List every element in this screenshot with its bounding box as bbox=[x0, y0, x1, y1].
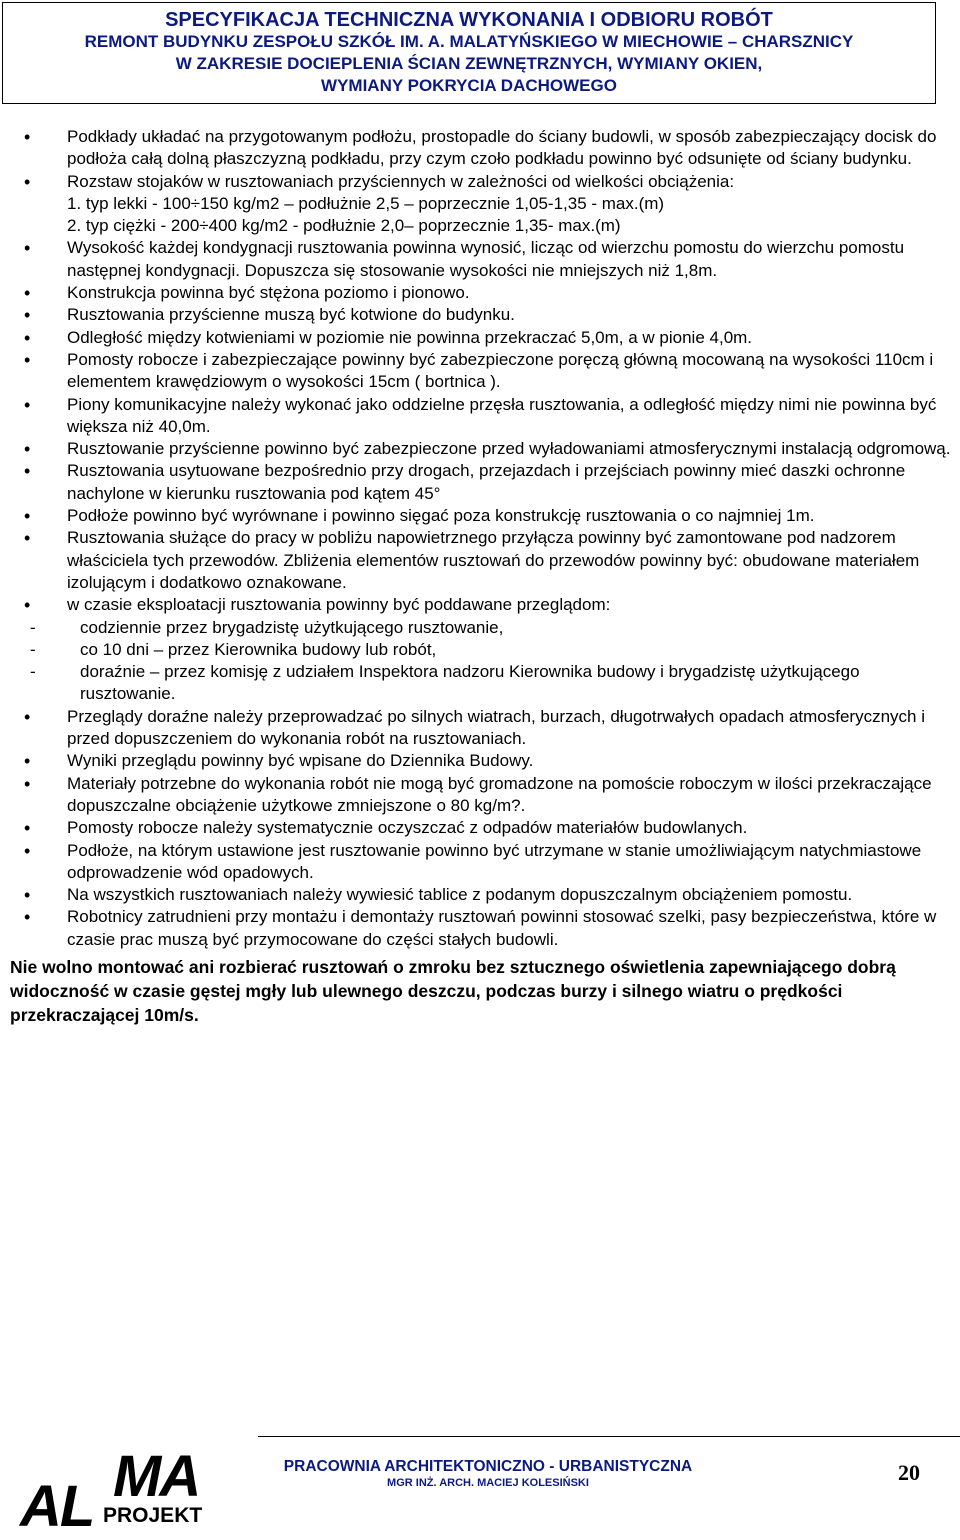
dash-marker: - bbox=[30, 662, 36, 682]
list-item: • Wyniki przeglądu powinny być wpisane do Dziennika Budowy. bbox=[22, 750, 952, 772]
dash-marker: - bbox=[30, 639, 36, 659]
list-item: • Na wszystkich rusztowaniach należy wywiesić tablice z podanym dopuszczalnym obciążeniem pomostu. bbox=[22, 884, 952, 906]
dash-item-text: codziennie przez brygadzistę użytkującego rusztowanie, bbox=[80, 617, 504, 637]
list-item: • Materiały potrzebne do wykonania robót nie mogą być gromadzone na pomoście roboczym w ilości przekraczające dopuszczalne obciążenie użytkowe zmniejszone o 80 kg/m?. bbox=[22, 773, 952, 818]
dash-item bbox=[22, 661, 952, 706]
list-item: • Pomosty robocze należy systematycznie oczyszczać z odpadów materiałów budowlanych. bbox=[22, 817, 952, 839]
closing-paragraph: Nie wolno montować ani rozbierać rusztowań o zmroku bez sztucznego oświetlenia zapewniającego dobrą widoczność w czasie gęstej mgły lub ulewnego deszczu, podczas burzy i silnego wiatru o prędkości przekraczającej 10m/s. bbox=[10, 956, 896, 1025]
dash-item bbox=[22, 639, 952, 661]
list-item: • Odległość między kotwieniami w poziomie nie powinna przekraczać 5,0m, a w pionie 4,0m. bbox=[22, 327, 952, 349]
dash-marker: - bbox=[30, 617, 36, 637]
list-item: • Konstrukcja powinna być stężona poziomo i pionowo. bbox=[22, 282, 952, 304]
header-scope-line: W ZAKRESIE DOCIEPLENIA ŚCIAN ZEWNĘTRZNYCH, WYMIANY OKIEN, bbox=[175, 54, 763, 73]
document-body bbox=[10, 126, 952, 1027]
list-item: • Rusztowanie przyścienne powinno być zabezpieczone przed wyładowaniami atmosferycznymi instalacją odgromową. bbox=[22, 438, 952, 460]
header-project-line: REMONT BUDYNKU ZESPOŁU SZKÓŁ IM. A. MALATYŃSKIEGO W MIECHOWIE – CHARSZNICY bbox=[84, 32, 854, 51]
document-header bbox=[2, 2, 936, 104]
list-item: • Rusztowania przyścienne muszą być kotwione do budynku. bbox=[22, 304, 952, 326]
list-item: • Rusztowania usytuowane bezpośrednio przy drogach, przejazdach i przejściach powinny mieć daszki ochronne nachylone w kierunku rusztowania pod kątem 45° bbox=[22, 460, 952, 505]
dash-item-text: co 10 dni – przez Kierownika budowy lub robót, bbox=[80, 639, 437, 659]
studio-name: PRACOWNIA ARCHITEKTONICZNO - URBANISTYCZNA bbox=[283, 1458, 693, 1475]
footer-studio bbox=[258, 1458, 718, 1490]
footer-divider bbox=[258, 1436, 960, 1437]
list-item: • Robotnicy zatrudnieni przy montażu i demontaży rusztowań powinni stosować szelki, pasy bezpieczeństwa, które w czasie prac muszą być przymocowane do części stałych budowli. bbox=[22, 906, 952, 951]
logo-projekt: PROJEKT bbox=[103, 1504, 203, 1527]
author-name: MGR INŻ. ARCH. MACIEJ KOLESIŃSKI bbox=[387, 1477, 589, 1489]
list-item: • Przeglądy doraźne należy przeprowadzać po silnych wiatrach, burzach, długotrwałych opadach atmosferycznych i przed dopuszczeniem do wykonania robót na rusztowaniach. bbox=[22, 706, 952, 751]
list-item: • w czasie eksploatacji rusztowania powinny być poddawane przeglądom: bbox=[22, 594, 952, 616]
list-item: • Podkłady układać na przygotowanym podłożu, prostopadle do ściany budowli, w sposób zabezpieczający docisk do podłoża całą dolną płaszczyzną podkładu, przy czym czoło podkładu powinno być odsunięte od ściany budynku. bbox=[22, 126, 952, 171]
sub-list-item: 1. typ lekki - 100÷150 kg/m2 – podłużnie 2,5 – poprzecznie 1,05-1,35 - max.(m) bbox=[67, 193, 665, 213]
dash-item bbox=[22, 617, 952, 639]
header-title: SPECYFIKACJA TECHNICZNA WYKONANIA I ODBIORU ROBÓT bbox=[165, 9, 773, 31]
list-item: • Piony komunikacyjne należy wykonać jako oddzielne przęsła rusztowania, a odległość między nimi nie powinna być większa niż 40,0m. bbox=[22, 394, 952, 439]
sub-list-item: 2. typ ciężki - 200÷400 kg/m2 - podłużnie 2,0– poprzecznie 1,35- max.(m) bbox=[67, 216, 621, 236]
list-item: • Rusztowania służące do pracy w pobliżu napowietrznego przyłącza powinny być zamontowane pod nadzorem właściciela tych przewodów. Zbliżenia elementów rusztowań do przewodów powinny być: obudowane materiałem izolującym i dodatkowo oznakowane. bbox=[22, 527, 952, 594]
list-item: • Wysokość każdej kondygnacji rusztowania powinna wynosić, licząc od wierzchu pomostu do wierzchu pomostu następnej kondygnacji. Dopuszcza się stosowanie wysokości nie mniejszych niż 1,8m. bbox=[22, 237, 952, 282]
dash-item-text: doraźnie – przez komisję z udziałem Inspektora nadzoru Kierownika budowy i brygadzistę użytkującego rusztowanie. bbox=[80, 662, 860, 704]
list-item: • Podłoże, na którym ustawione jest rusztowanie powinno być utrzymane w stanie umożliwiającym natychmiastowe odprowadzenie wód opadowych. bbox=[22, 840, 952, 885]
logo-al: AL bbox=[20, 1474, 94, 1539]
header-scope-line-2: WYMIANY POKRYCIA DACHOWEGO bbox=[321, 76, 617, 95]
logo bbox=[20, 1444, 220, 1539]
logo-ma: MA bbox=[113, 1444, 200, 1509]
list-item: • Pomosty robocze i zabezpieczające powinny być zabezpieczone poręczą główną mocowaną na wysokości 110cm i elementem krawędziowym o wysokości 15cm ( bortnica ). bbox=[22, 349, 952, 394]
list-item: • Podłoże powinno być wyrównane i powinno sięgać poza konstrukcję rusztowania o co najmniej 1m. bbox=[22, 505, 952, 527]
page-number: 20 bbox=[898, 1460, 920, 1485]
list-item: • Rozstaw stojaków w rusztowaniach przyściennych w zależności od wielkości obciążenia: bbox=[22, 171, 952, 193]
